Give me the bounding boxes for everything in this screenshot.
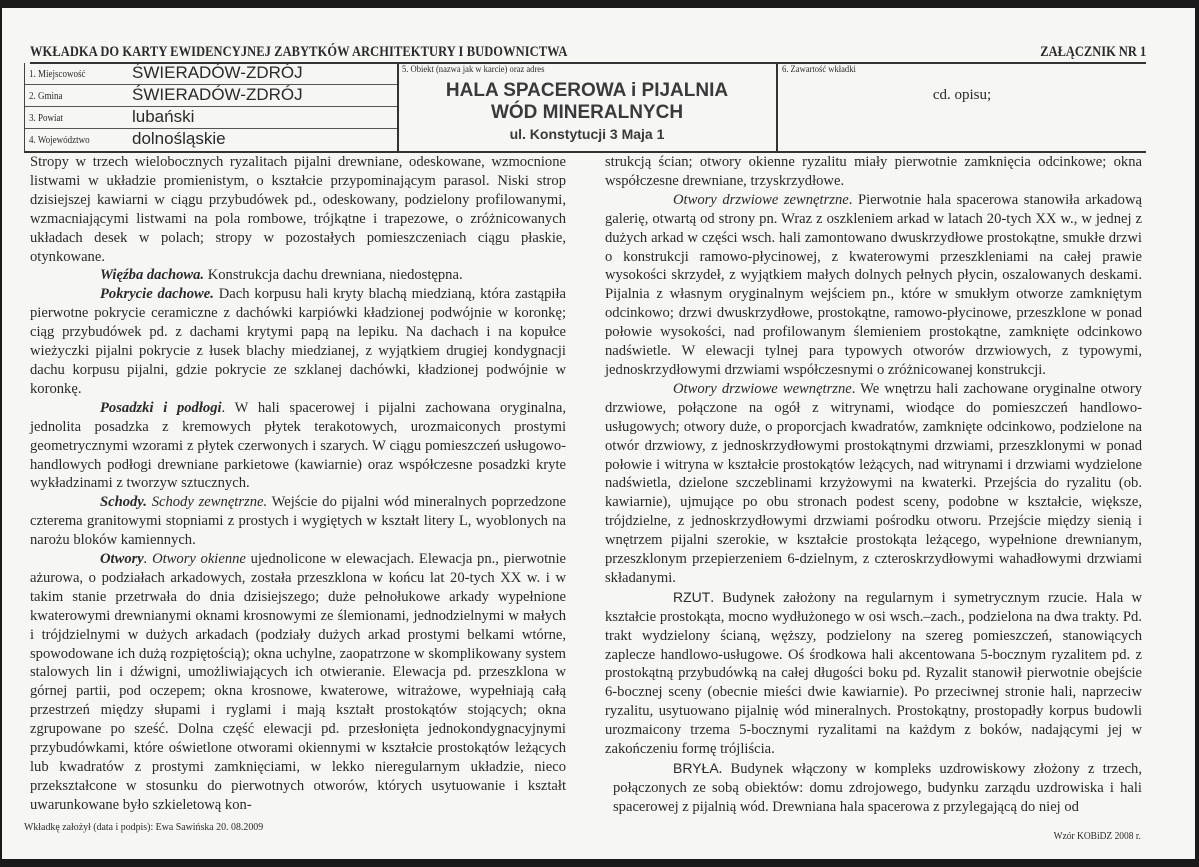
text-exterior-doors: . Pierwotnie hala spacerowa stanowiła arkadową galerię, otwartą od strony pn. Wraz z oszkleniem arkad w latach 20-tych XX w., w jednej z dużych arkad w części wsch. hali zamontowano dwuskrzydłowe prostokątne, smukłe drzwi o konstrukcji ramowo-płycinowej, z kwaterowymi przeszkleniami na całej prawie wysokości skrzydeł, z wyjątkiem małych dolnych pełnych płycin, oszalowanych deskami. Pijalnia z własnym oryginalnym wejściem pn., które w smukłym otworze zamkniętym odcinkowo; drzwi dwuskrzydłowe, prostokątne, ramowo-płycinowe, przeszklone w ponad połowie wysokości, nad profilowanym ślemieniem prostokątne, zamknięte odcinkowo nadświetle. W elewacji tylnej para typowych otworów drzwiowych, z typowymi, jednoskrzydłowymi drzwiami współczesnymi o zróżnicowanej konstrukcji. bbox=[605, 191, 1142, 378]
location-fields bbox=[24, 63, 399, 151]
field-county bbox=[25, 107, 397, 129]
field-value: ŚWIERADÓW-ZDRÓJ bbox=[132, 85, 303, 104]
attachment-label: ZAŁĄCZNIK NR 1 bbox=[1039, 44, 1146, 60]
text-floors: . W hali spacerowej i pijalni zachowana oryginalna, jednolita posadzka z kremowych płytek terakotowych, urozmaiconych prostymi geometrycznymi wzorami z płytek czerwonych i szarych. W ciągu pomieszczeń usługowo-handlowych podłogi drewniane parkietowe (kawiarnie) oraz współczesne posadzki kryte wykładzinami z tworzyw sztucznych. bbox=[30, 399, 566, 492]
description-body bbox=[24, 153, 1146, 815]
object-box bbox=[398, 63, 778, 151]
form-title: WKŁADKA DO KARTY EWIDENCYJNEJ ZABYTKÓW ARCHITEKTURY I BUDOWNICTWA bbox=[30, 44, 568, 60]
text-stairs: Wejście do pijalni wód mineralnych poprzedzone czterema granitowymi stopniami z prostych i wygiętych w kształt litery L, wyoblonych na narożu bloków kamiennych. bbox=[30, 494, 566, 549]
paragraph-interior-doors bbox=[605, 380, 1142, 588]
field-value: lubański bbox=[132, 107, 195, 126]
heading-stairs: Schody. bbox=[100, 494, 147, 511]
paragraph-floors bbox=[30, 399, 566, 494]
paragraph-roofing bbox=[30, 285, 566, 398]
heading-openings: Otwory bbox=[100, 551, 144, 568]
field-voivodeship bbox=[25, 129, 397, 150]
paragraph-openings bbox=[30, 550, 566, 815]
heading-roof-truss: Więźba dachowa. bbox=[100, 267, 205, 284]
text-roofing: Dach korpusu hali kryty blachą miedzianą, która zastąpiła pierwotne pokrycie ceramiczne z dachówki karpiówki kładzionej podwójnie w koronkę; ciąg przybudówek pd. z dachami krytymi papą na lepiku. Na dachach i na kopułce wieżyczki pijalni pokrycie z łusek blachy miedzianej, z wyjątkiem drugiej kondygnacji dachu korpusu pijalni, gdzie pokrycie ze szklanej dachówki, kładzionej podwójnie w koronkę. bbox=[30, 286, 567, 397]
text-massing: . Budynek włączony w kompleks uzdrowiskowy złożony z trzech, połączonych ze sobą obiektów: domu zdrojowego, budynku zarządu uzdrowiska i hali spacerowej z pijalnią wód. Drewniana hala spacerowa z przylegającą do niej od bbox=[613, 761, 1142, 815]
title-row bbox=[30, 44, 1146, 64]
paragraph-plan bbox=[605, 588, 1142, 759]
heading-plan: RZUT bbox=[673, 588, 711, 605]
subheading-stairs: Schody zewnętrzne. bbox=[146, 494, 268, 511]
paragraph-construction: strukcją ścian; otwory okienne ryzalitu miały pierwotnie zamknięcia odcinkowe; okna współczesne drewniane, trzyskrzydłowe. bbox=[605, 154, 1142, 189]
heading-floors: Posadzki i podłogi bbox=[100, 399, 222, 416]
heading-interior-doors: Otwory drzwiowe wewnętrzne bbox=[673, 380, 852, 397]
field-value: dolnośląskie bbox=[132, 129, 226, 148]
paragraph-stairs bbox=[30, 493, 566, 550]
heading-massing: BRYŁA bbox=[673, 760, 719, 776]
author-signature: Wkładkę założył (data i podpis): Ewa Sawińska 20. 08.2009 bbox=[24, 821, 264, 833]
text-openings: ujednolicone w elewacjach. Elewacja pn., pierwotnie ażurowa, o podziałach arkadowych, została przeszklona w końcu lat 20-tych XX w. i w takim stanie przetrwała do dnia dzisiejszego; duże pełnołukowe arkady wypełnione kwaterowymi drewnianymi oknami krosnowymi ze ślemionami, jednodzielnymi w małych i trójdzielnymi w dużych arkadach (podziały dużych arkad prostymi belkami wtórne, spowodowane ich dużą rozpiętością); okna uchylne, zaopatrzone w skomplikowany system stalowych lin i dźwigni, umożliwiających ich otwieranie. Elewacja pd. przeszklona w górnej partii, pod oczepem; okna krosnowe, kwaterowe, witrażowe, wypełniają całą przestrzeń między słupami i ryglami i mają kształt prostokątów stojących; okna zgrupowane po sześć. Dolna część elewacji pd. przesłonięta jednokondygnacyjnymi przybudówkami, które oświetlone otworami okiennymi w kształcie prostokątów leżących lub kwadratów z prostymi zamknięciami, w lekko nieregularnym układzie, nieco przekształcone w stosunku do pierwotnych otworów, których usytuowanie i kształt uwarunkowane było szkieletową kon- bbox=[30, 551, 566, 813]
object-label: 5. Obiekt (nazwa jak w karcie) oraz adres bbox=[402, 65, 545, 75]
field-label: 4. Województwo bbox=[29, 135, 90, 146]
template-version: Wzór KOBiDZ 2008 r. bbox=[1053, 831, 1141, 842]
field-label: 1. Miejscowość bbox=[29, 69, 86, 80]
contents-value: cd. opisu; bbox=[932, 87, 992, 103]
heading-roofing: Pokrycie dachowe. bbox=[100, 286, 214, 303]
object-address: ul. Konstytucji 3 Maja 1 bbox=[509, 126, 665, 142]
text-plan: . Budynek założony na regularnym i symetrycznym rzucie. Hala w kształcie prostokąta, mocno wydłużonego w osi wsch.–zach., podzielona na dwa trakty. Pd. trakt wydzielony ścianą, węższy, podzielony na szereg pomieszczeń, stanowiących zaplecze handlowo-usługowe. Oś środkowa hali akcentowana 5-bocznym ryzalitem pd. z prostokątną przybudówką na całej długości boku pd. Ryzalit stanowił pierwotnie obejście 6-bocznej sceny (obecnie mieści dwie kawiarnie). Po przeciwnej stronie hali, naprzeciw ryzalitu, usytuowano pijalnię wód mineralnych. Prostokątny, prostopadły korpus budowli urozmaicony trzema 5-bocznymi ryzalitami na każdym z boków, nadającymi jej w zakończeniu formę trójliścia. bbox=[605, 589, 1142, 758]
paragraph-ceilings: Stropy w trzech wielobocznych ryzalitach pijalni drewniane, odeskowane, wzmocnione listwami w układzie promienistym, o kształcie przypominającym parasol. Niski strop dzisiejszej kawiarni w ciągu przybudówek pd., odeskowany, podzielony profilowanymi, wzmacniającymi listwami na pola rombowe, trójkątne i trapezowe, o zróżnicowanych układach desek w polach; stropy w pozostałych pomieszczeniach ciągu płaskie, otynkowane. bbox=[30, 154, 566, 265]
field-label: 3. Powiat bbox=[29, 113, 64, 124]
contents-box bbox=[778, 63, 1146, 151]
paragraph-roof-truss bbox=[30, 266, 566, 285]
field-label: 2. Gmina bbox=[29, 91, 63, 102]
paragraph-massing bbox=[605, 759, 1142, 817]
left-column bbox=[30, 153, 566, 815]
right-column bbox=[605, 153, 1142, 817]
field-locality bbox=[25, 63, 397, 85]
text-interior-doors: . We wnętrzu hali zachowane oryginalne otwory drzwiowe, połączone na ogół z witrynami, wiodące do pomieszczeń handlowo-usługowych; otwory duże, o proporcjach kwadratów, zamknięte odcinkowo, podzielone na otwór drzwiowy, z jednoskrzydłowymi prostokątnymi drzwiami, przeszklonymi w ponad połowie i witryna w kształcie prostokątów leżących, nad witrynami i drzwiami wydzielone nadświetla, dzielone szczeblinami krzyżowymi na kwaterki. Przejścia do ryzalitu (ob. kawiarnie), ujmujące po obu stronach podest sceny, podobne w kształcie, większe, trójdzielne, z jednoskrzydłowymi drzwiami pośrodku otworu. Przejście między sienią i wnętrzem pijalni szerokie, w kształcie prostokąta leżącego, wypełnione drewnianym, przeszklonym przepierzeniem 6-dzielnym, z czteroskrzydłowymi wahadłowymi drzwiami składanymi. bbox=[605, 380, 1142, 586]
contents-label: 6. Zawartość wkładki bbox=[782, 65, 856, 75]
field-value: ŚWIERADÓW-ZDRÓJ bbox=[132, 63, 303, 82]
paragraph-exterior-doors bbox=[605, 191, 1142, 380]
text-roof-truss: Konstrukcja dachu drewniana, niedostępna. bbox=[204, 267, 463, 284]
field-commune bbox=[25, 85, 397, 107]
object-name-line1: HALA SPACEROWA i PIJALNIA bbox=[445, 80, 729, 101]
header-table bbox=[24, 63, 1146, 153]
subheading-windows: . Otwory okienne bbox=[143, 551, 246, 568]
heading-exterior-doors: Otwory drzwiowe zewnętrzne bbox=[673, 191, 849, 208]
document-page bbox=[2, 8, 1195, 859]
object-name-line2: WÓD MINERALNYCH bbox=[490, 102, 684, 123]
